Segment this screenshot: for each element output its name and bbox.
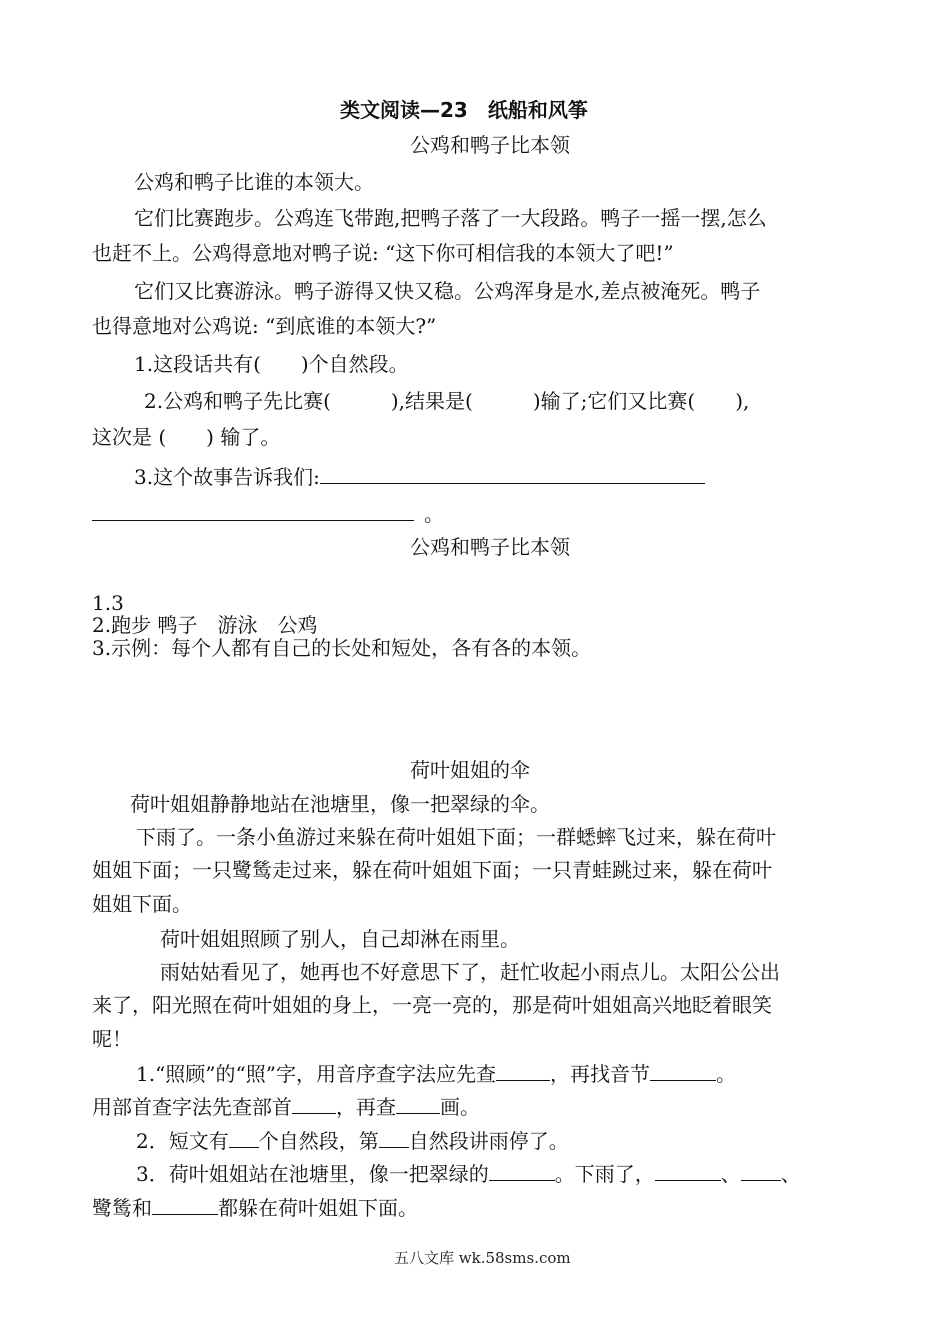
story1-question-2-line-1: 2.公鸡和鸭子先比赛( ),结果是( )输了;它们又比赛( ), bbox=[144, 389, 750, 413]
answer-blank[interactable] bbox=[92, 500, 414, 521]
story1-question-1: 1.这段话共有( )个自然段。 bbox=[134, 352, 409, 376]
story1-paragraph-3-line-1: 它们又比赛游泳。鸭子游得又快又稳。公鸡浑身是水,差点被淹死。鸭子 bbox=[134, 279, 761, 303]
story2-paragraph-2-line-1: 下雨了。一条小鱼游过来躲在荷叶姐姐下面；一群蟋蟀飞过来，躲在荷叶 bbox=[136, 825, 776, 849]
question-text: 。下雨了， bbox=[554, 1162, 655, 1186]
story1-paragraph-2-line-1: 它们比赛跑步。公鸡连飞带跑,把鸭子落了一大段路。鸭子一摇一摆,怎么 bbox=[134, 206, 767, 230]
answer-blank[interactable] bbox=[489, 1160, 555, 1181]
question-text: 用部首查字法先查部首 bbox=[92, 1095, 292, 1119]
story2-question-3-line-2 bbox=[92, 1194, 418, 1222]
story2-heading: 荷叶姐姐的伞 bbox=[410, 758, 530, 782]
question-text: 。 bbox=[715, 1062, 736, 1086]
question-text: 、 bbox=[780, 1162, 801, 1186]
answer-1: 1.3 bbox=[92, 591, 124, 615]
answer-3: 3.示例：每个人都有自己的长处和短处，各有各的本领。 bbox=[92, 636, 592, 660]
story1-question-3-continued bbox=[92, 500, 444, 528]
question-text: ，再查 bbox=[336, 1095, 396, 1119]
story2-question-3-line-1 bbox=[136, 1160, 801, 1188]
story1-question-3 bbox=[134, 463, 705, 491]
story2-paragraph-2-line-3: 姐姐下面。 bbox=[92, 892, 192, 916]
answer-blank[interactable] bbox=[741, 1160, 781, 1181]
story1-question-3-label: 3.这个故事告诉我们: bbox=[134, 465, 320, 489]
question-text: 1.“照顾”的“照”字，用音序查字法应先查 bbox=[136, 1062, 496, 1086]
story1-paragraph-3-line-2: 也得意地对公鸡说: “到底谁的本领大?” bbox=[92, 314, 437, 338]
footer-watermark: 五八文库 wk.58sms.com bbox=[394, 1249, 571, 1267]
story2-paragraph-2-line-2: 姐姐下面；一只鹭鸶走过来，躲在荷叶姐姐下面；一只青蛙跳过来，躲在荷叶 bbox=[92, 858, 772, 882]
question-text: 、 bbox=[720, 1162, 741, 1186]
question-text: 画。 bbox=[440, 1095, 480, 1119]
answer-blank[interactable] bbox=[292, 1093, 336, 1114]
story2-question-2 bbox=[136, 1127, 569, 1155]
question-text: 自然段讲雨停了。 bbox=[408, 1129, 569, 1153]
story2-paragraph-1: 荷叶姐姐静静地站在池塘里，像一把翠绿的伞。 bbox=[130, 792, 550, 816]
story1-heading: 公鸡和鸭子比本领 bbox=[410, 133, 570, 157]
question-text: 个自然段，第 bbox=[258, 1129, 379, 1153]
story1-question-3-end: 。 bbox=[424, 502, 444, 526]
answer-blank[interactable] bbox=[229, 1127, 259, 1148]
story1-paragraph-2-line-2: 也赶不上。公鸡得意地对鸭子说: “这下你可相信我的本领大了吧!” bbox=[92, 241, 674, 265]
answer-blank[interactable] bbox=[396, 1093, 440, 1114]
story2-paragraph-3: 荷叶姐姐照顾了别人，自己却淋在雨里。 bbox=[160, 927, 520, 951]
answer-blank[interactable] bbox=[379, 1127, 409, 1148]
question-text: 鹭鸶和 bbox=[92, 1196, 152, 1220]
story2-paragraph-4-line-2: 来了，阳光照在荷叶姐姐的身上，一亮一亮的，那是荷叶姐姐高兴地眨着眼笑 bbox=[92, 993, 772, 1017]
answer-blank[interactable] bbox=[320, 463, 705, 484]
question-text: 都躲在荷叶姐姐下面。 bbox=[218, 1196, 418, 1220]
question-text: 3．荷叶姐姐站在池塘里，像一把翠绿的 bbox=[136, 1162, 489, 1186]
answer-blank[interactable] bbox=[655, 1160, 721, 1181]
answer-blank[interactable] bbox=[650, 1060, 716, 1081]
story1-paragraph-1: 公鸡和鸭子比谁的本领大。 bbox=[134, 170, 374, 194]
question-text: 2．短文有 bbox=[136, 1129, 229, 1153]
question-text: ，再找音节 bbox=[549, 1062, 650, 1086]
story2-question-1-line-2 bbox=[92, 1093, 480, 1121]
answers1-heading: 公鸡和鸭子比本领 bbox=[410, 535, 570, 559]
story1-question-2-line-2: 这次是 ( ) 输了。 bbox=[92, 425, 281, 449]
story2-paragraph-4-line-3: 呢！ bbox=[92, 1027, 132, 1051]
story2-question-1-line-1 bbox=[136, 1060, 736, 1088]
answer-blank[interactable] bbox=[152, 1194, 218, 1215]
answer-2: 2.跑步 鸭子 游泳 公鸡 bbox=[92, 613, 318, 637]
document-title: 类文阅读—23 纸船和风筝 bbox=[340, 98, 588, 122]
story2-paragraph-4-line-1: 雨姑姑看见了，她再也不好意思下了，赶忙收起小雨点儿。太阳公公出 bbox=[160, 960, 780, 984]
answer-blank[interactable] bbox=[496, 1060, 550, 1081]
